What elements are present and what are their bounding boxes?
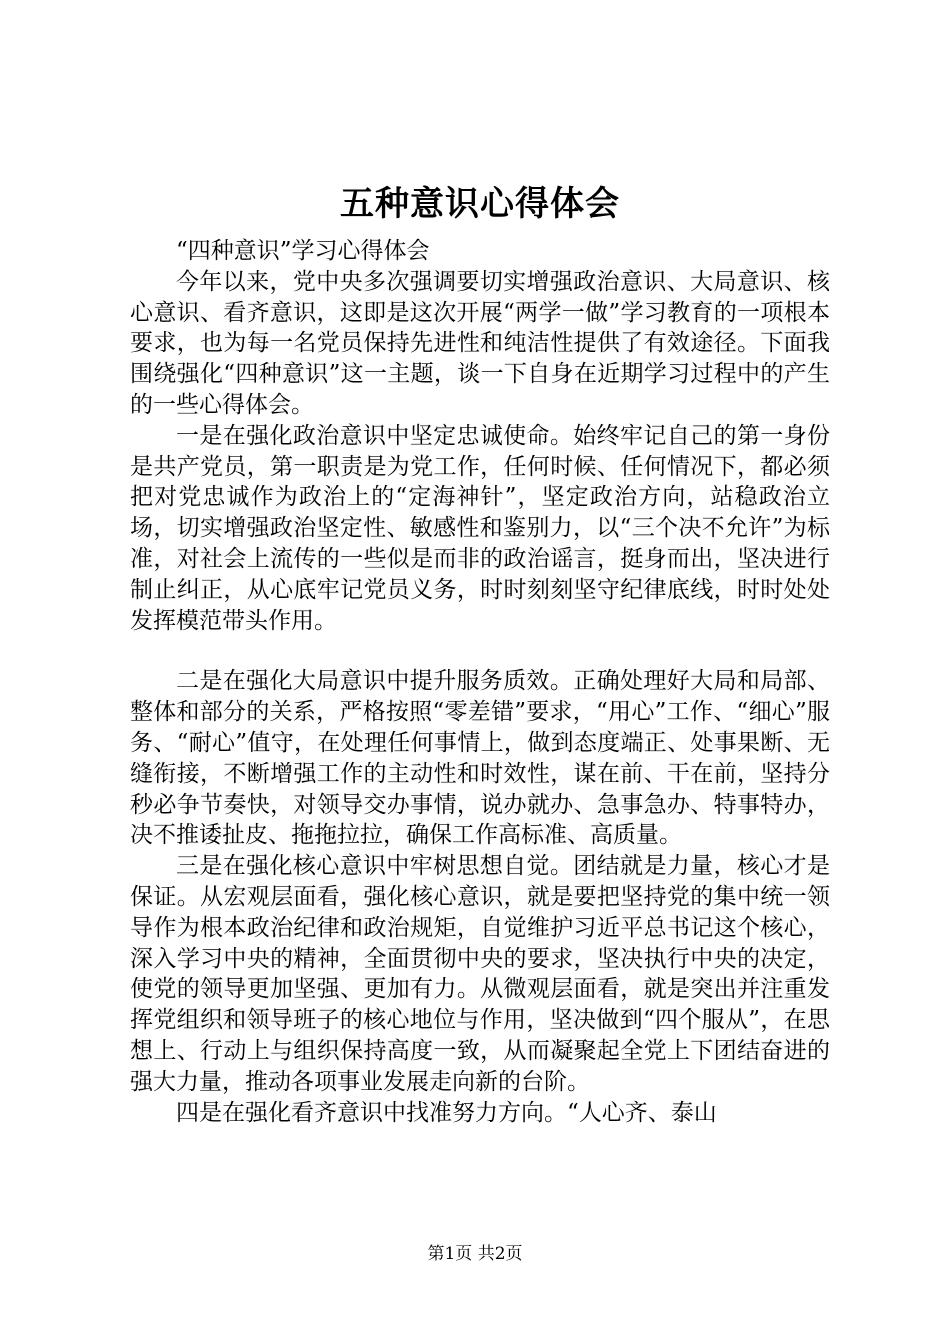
paragraph-political-awareness: 一是在强化政治意识中坚定忠诚使命。始终牢记自己的第一身份是共产党员，第一职责是为党工作，任何时候、任何情况下，都必须把对党忠诚作为政治上的“定海神针”，坚定政治方向，站稳政治立场，切实增强政治坚定性、敏感性和鉴别力，以“三个决不允许”为标准，对社会上流传的一些似是而非的政治谣言，挺身而出，坚决进行制止纠正，从心底牢记党员义务，时时刻刻坚守纪律底线，时时处处发挥模范带头作用。 xyxy=(130,422,830,634)
paragraph-core-awareness: 三是在强化核心意识中牢树思想自觉。团结就是力量，核心才是保证。从宏观层面看，强化核心意识，就是要把坚持党的集中统一领导作为根本政治纪律和政治规矩，自觉维护习近平总书记这个核心，深入学习中央的精神，全面贯彻中央的要求，坚决执行中央的决定，使党的领导更加坚强、更加有力。从微观层面看，就是突出并注重发挥党组织和领导班子的核心地位与作用，坚决做到“四个服从”，在思想上、行动上与组织保持高度一致，从而凝聚起全党上下团结奋进的强大力量，推动各项事业发展走向新的台阶。 xyxy=(130,853,830,1095)
document-subtitle: “四种意识”学习心得体会 xyxy=(176,238,430,264)
paragraph-intro: 今年以来，党中央多次强调要切实增强政治意识、大局意识、核心意识、看齐意识，这即是这次开展“两学一做”学习教育的一项根本要求，也为每一名党员保持先进性和纯洁性提供了有效途径。下面我围绕强化“四种意识”这一主题，谈一下自身在近期学习过程中的产生的一些心得体会。 xyxy=(130,268,830,418)
document-page xyxy=(130,180,830,1128)
paragraph-alignment-awareness: 四是在强化看齐意识中找准努力方向。“人心齐、泰山 xyxy=(176,1099,717,1126)
page-footer-indicator: 第1页 共2页 xyxy=(427,1244,523,1264)
paragraph-spacer xyxy=(130,636,830,666)
document-title: 五种意识心得体会 xyxy=(340,184,620,224)
paragraph-overall-awareness: 二是在强化大局意识中提升服务质效。正确处理好大局和局部、整体和部分的关系，严格按照“零差错”要求，“用心”工作、“细心”服务、“耐心”值守，在处理任何事情上，做到态度端正、处事果断、无缝衔接，不断增强工作的主动性和时效性，谋在前、干在前，坚持分秒必争节奏快，对领导交办事情，说办就办、急事急办、特事特办，决不推诿扯皮、拖拖拉拉，确保工作高标准、高质量。 xyxy=(130,668,830,849)
